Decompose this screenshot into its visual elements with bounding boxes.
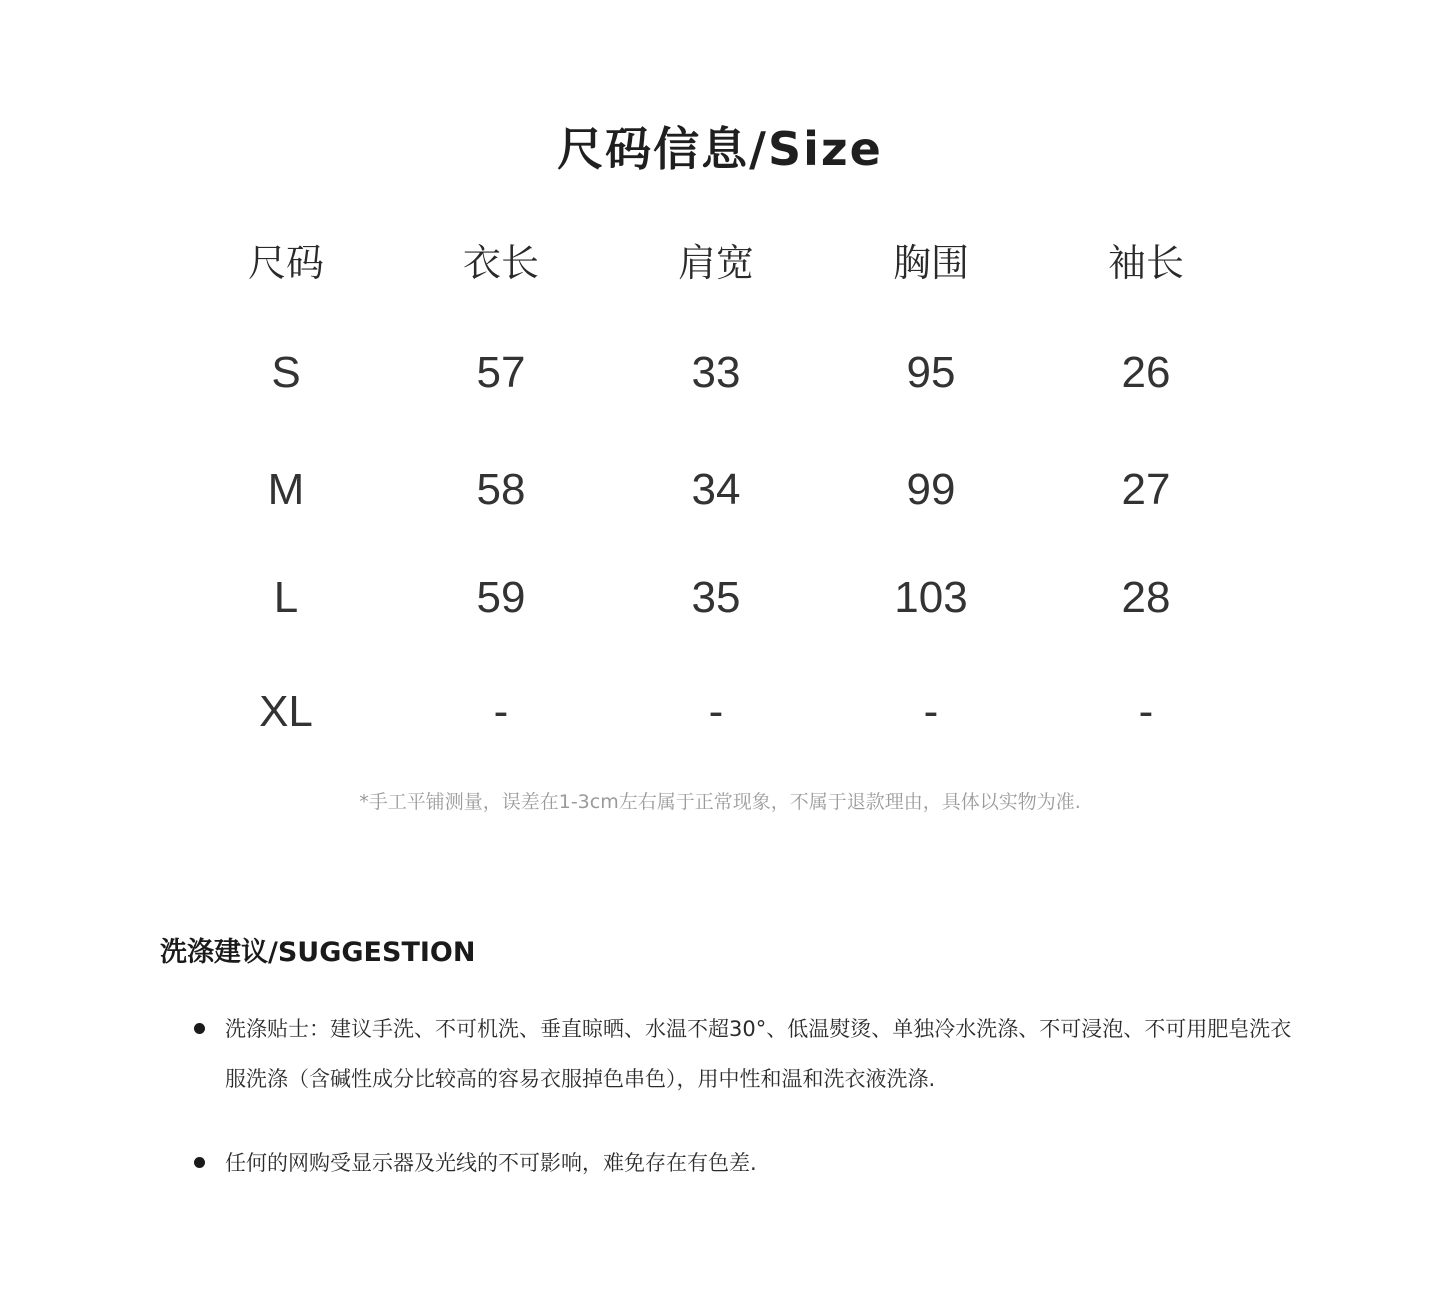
table-header-sleeve: 袖长	[1107, 241, 1184, 285]
table-cell-sleeve: 28	[1121, 573, 1171, 622]
table-cell-shoulder: -	[708, 687, 724, 736]
table-cell-chest: 95	[906, 348, 956, 397]
bullet-icon	[194, 1023, 205, 1034]
table-cell-size: L	[273, 573, 299, 622]
table-cell-length: -	[493, 687, 509, 736]
table-cell-chest: -	[923, 687, 939, 736]
table-cell-size: S	[271, 348, 301, 397]
table-header-chest: 胸围	[892, 241, 969, 285]
table-header-length: 衣长	[462, 241, 539, 285]
table-cell-length: 58	[476, 465, 526, 514]
suggestion-text: 洗涤贴士：建议手洗、不可机洗、垂直晾晒、水温不超30°、低温熨烫、单独冷水洗涤、不可浸泡、不可用肥皂洗衣服洗涤（含碱性成分比较高的容易衣服掉色串色），用中性和温和洗衣液洗涤.	[225, 1017, 1292, 1091]
table-cell-size: M	[267, 465, 305, 514]
table-cell-sleeve: -	[1138, 687, 1154, 736]
measurement-note: *手工平铺测量，误差在1-3cm左右属于正常现象，不属于退款理由，具体以实物为准.	[359, 791, 1081, 813]
table-cell-chest: 99	[906, 465, 956, 514]
list-item	[194, 1138, 1294, 1188]
table-cell-chest: 103	[894, 573, 968, 622]
table-cell-length: 59	[476, 573, 526, 622]
bullet-icon	[194, 1157, 205, 1168]
suggestion-text: 任何的网购受显示器及光线的不可影响，难免存在有色差.	[225, 1151, 757, 1175]
table-cell-shoulder: 35	[691, 573, 741, 622]
page-title: 尺码信息/Size	[557, 121, 883, 176]
list-item	[194, 1004, 1294, 1104]
suggestion-title: 洗涤建议/SUGGESTION	[160, 937, 476, 969]
table-header-shoulder: 肩宽	[677, 241, 754, 285]
table-cell-shoulder: 33	[691, 348, 741, 397]
table-cell-sleeve: 27	[1121, 465, 1171, 514]
table-cell-sleeve: 26	[1121, 348, 1171, 397]
table-cell-length: 57	[476, 348, 526, 397]
table-header-size: 尺码	[247, 241, 324, 285]
table-cell-shoulder: 34	[691, 465, 741, 514]
table-cell-size: XL	[259, 687, 313, 736]
